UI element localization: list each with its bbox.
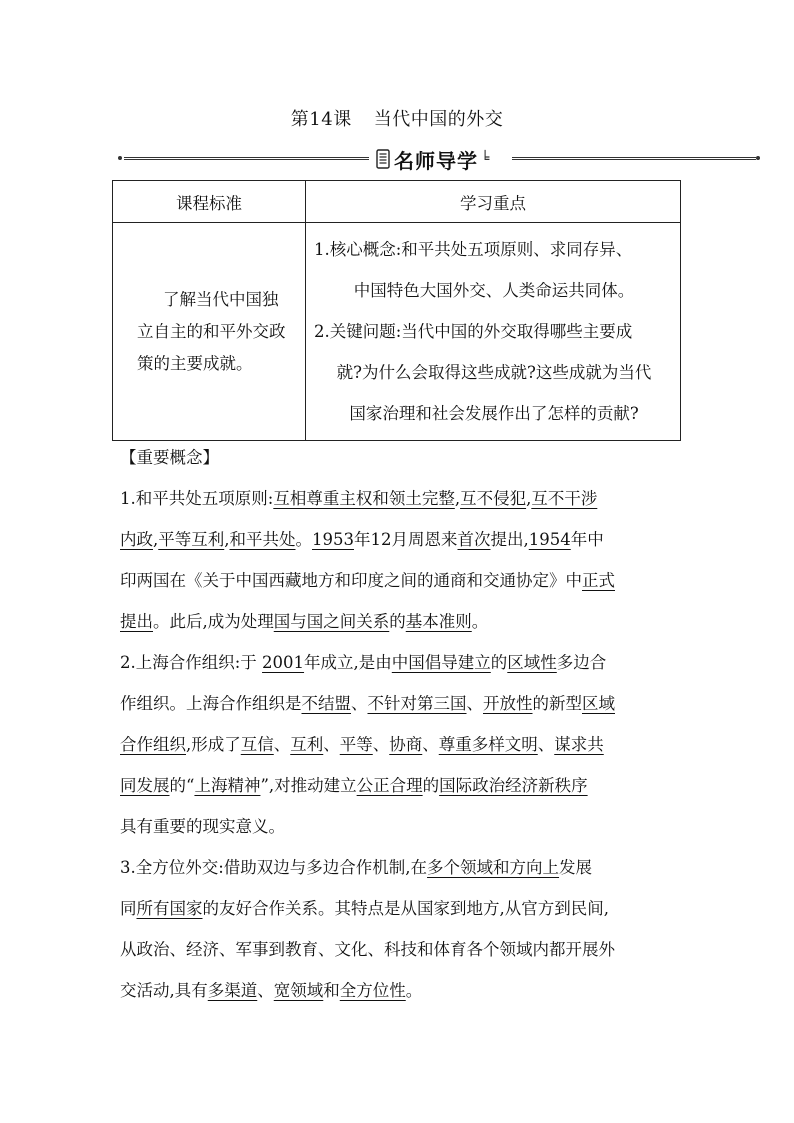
text-segment: 的 bbox=[490, 653, 508, 672]
header-focus: 学习重点 bbox=[306, 181, 681, 223]
text-segment: 作组织。上海合作组织是 bbox=[120, 694, 302, 713]
text-segment: 年成立,是由 bbox=[304, 653, 392, 672]
text-segment: 公正合理 bbox=[356, 776, 423, 795]
text-segment: 、 bbox=[537, 735, 555, 754]
text-segment: 的友好合作关系。其特点是从国家到地方,从官方到民间, bbox=[202, 899, 609, 918]
text-segment: 、 bbox=[257, 981, 274, 1000]
text-segment: 1953 bbox=[312, 530, 354, 549]
text-segment: 尊重多样文明 bbox=[438, 735, 538, 754]
text-segment: 交活动,具有 bbox=[120, 981, 208, 1000]
text-segment: 和平共处 bbox=[229, 530, 296, 549]
text-segment: 、 bbox=[422, 735, 439, 754]
text-segment: 互信 bbox=[240, 735, 274, 754]
concepts-section bbox=[120, 437, 676, 1011]
text-segment: 。 bbox=[295, 530, 312, 549]
concepts-heading: 【重要概念】 bbox=[120, 448, 219, 467]
text-line bbox=[120, 560, 676, 601]
text-segment: 多边合 bbox=[556, 653, 607, 672]
concept-paragraph-3 bbox=[120, 847, 676, 1011]
book-icon bbox=[376, 149, 390, 169]
text-line bbox=[120, 519, 676, 560]
text-segment: 不针对第三国 bbox=[367, 694, 467, 713]
text-segment: 互利 bbox=[290, 735, 324, 754]
text-line bbox=[120, 642, 676, 683]
text-segment: 1954 bbox=[528, 530, 571, 549]
text-segment: 中国倡导建立 bbox=[391, 653, 491, 672]
banner-rule-right bbox=[512, 157, 756, 160]
text-segment: 同 bbox=[120, 899, 137, 918]
text-segment: 全方位性 bbox=[339, 981, 406, 1000]
text-segment: 区域性 bbox=[507, 653, 557, 672]
text-line bbox=[120, 724, 676, 765]
table-body-row bbox=[113, 223, 681, 441]
text-segment: 和 bbox=[323, 981, 340, 1000]
text-segment: , bbox=[153, 530, 159, 549]
text-segment: 、 bbox=[323, 735, 340, 754]
concept-paragraph-1 bbox=[120, 478, 676, 642]
text-segment: 平等 bbox=[339, 735, 373, 754]
text-segment: 的 bbox=[422, 776, 440, 795]
text-segment: 所有国家 bbox=[136, 899, 203, 918]
text-segment: 的“ bbox=[169, 776, 195, 795]
text-segment: 内政 bbox=[120, 530, 153, 549]
section-banner bbox=[118, 146, 760, 172]
lesson-number: 第14课 bbox=[290, 109, 352, 130]
text-segment: 1.和平共处五项原则: bbox=[120, 489, 274, 508]
text-segment: 正式 bbox=[582, 571, 615, 590]
banner-rule-left bbox=[124, 157, 369, 160]
standard-line: 了解当代中国独 bbox=[163, 289, 279, 309]
focus-line: 中国特色大国外交、人类命运共同体。 bbox=[353, 281, 635, 300]
text-segment: 的 bbox=[389, 612, 406, 631]
text-segment: 的新型 bbox=[532, 694, 582, 713]
standard-line: 立自主的和平外交政 bbox=[137, 321, 286, 341]
focus-cell bbox=[306, 223, 681, 441]
focus-line: 国家治理和社会发展作出了怎样的贡献? bbox=[349, 404, 639, 423]
text-segment: 、 bbox=[372, 735, 390, 754]
text-segment: 同发展 bbox=[120, 776, 170, 795]
lesson-title bbox=[0, 105, 794, 131]
text-segment: 、 bbox=[466, 694, 483, 713]
text-segment: 。 bbox=[405, 981, 423, 1000]
concept-paragraph-2 bbox=[120, 642, 676, 847]
text-segment: ”,对推动建立 bbox=[260, 776, 357, 795]
text-segment: ,形成了 bbox=[186, 735, 241, 754]
text-segment: 、 bbox=[273, 735, 291, 754]
text-segment: 谋求共 bbox=[554, 735, 604, 754]
focus-line: 就?为什么会取得这些成就?这些成就为当代 bbox=[336, 363, 652, 382]
text-line bbox=[120, 888, 676, 929]
text-line bbox=[120, 478, 676, 519]
text-segment: 互不干涉 bbox=[531, 489, 598, 508]
curriculum-table bbox=[112, 180, 681, 441]
text-segment: , bbox=[526, 489, 532, 508]
standard-line: 策的主要成就。 bbox=[137, 353, 253, 373]
text-segment: 多渠道 bbox=[207, 981, 258, 1000]
focus-line: 1.核心概念:和平共处五项原则、求同存异、 bbox=[314, 240, 633, 259]
text-segment: , bbox=[224, 530, 230, 549]
text-line: 从政治、经济、军事到教育、文化、科技和体育各个领域内都开展外 bbox=[120, 940, 615, 959]
text-segment: , bbox=[454, 489, 461, 508]
lesson-name: 当代中国的外交 bbox=[373, 109, 504, 130]
banner-dot-right bbox=[756, 156, 760, 160]
text-segment: 多个领域和方向上 bbox=[427, 858, 560, 877]
text-segment: 互相尊重主权和领土完整 bbox=[273, 489, 455, 508]
banner-label bbox=[376, 146, 508, 172]
text-line bbox=[120, 601, 676, 642]
text-segment: 互不侵犯 bbox=[460, 489, 527, 508]
text-line bbox=[120, 683, 676, 724]
text-segment: 基本准则 bbox=[405, 612, 472, 631]
text-segment: 2.上海合作组织:于 bbox=[120, 653, 263, 672]
header-standard: 课程标准 bbox=[113, 181, 306, 223]
text-segment: 。此后,成为处理 bbox=[153, 612, 274, 631]
standard-cell bbox=[113, 223, 306, 441]
text-line bbox=[120, 765, 676, 806]
focus-line: 2.关键问题:当代中国的外交取得哪些主要成 bbox=[314, 322, 633, 341]
text-segment: 不结盟 bbox=[301, 694, 351, 713]
text-segment: 宽领域 bbox=[273, 981, 324, 1000]
text-segment: 国与国之间关系 bbox=[273, 612, 390, 631]
text-segment: 3.全方位外交:借助双边与多边合作机制,在 bbox=[120, 858, 428, 877]
banner-tick-icon: ╘ bbox=[481, 151, 490, 167]
text-segment: 、 bbox=[351, 694, 368, 713]
text-segment: 。 bbox=[471, 612, 489, 631]
text-segment: 2001 bbox=[262, 653, 305, 672]
text-segment: 发展 bbox=[559, 858, 593, 877]
text-segment: 平等互利 bbox=[158, 530, 225, 549]
text-segment: 提出, bbox=[490, 530, 529, 549]
text-segment: 上海精神 bbox=[194, 776, 261, 795]
text-segment: 首次 bbox=[457, 530, 491, 549]
text-segment: 国际政治经济新秩序 bbox=[439, 776, 588, 795]
banner-dot-left bbox=[118, 156, 122, 160]
text-segment: 印两国在《关于中国西藏地方和印度之间的通商和交通协定》中 bbox=[120, 571, 582, 590]
table-header-row bbox=[113, 181, 681, 223]
text-segment: 合作组织 bbox=[120, 735, 186, 754]
text-segment: 区域 bbox=[582, 694, 615, 713]
text-segment: 年中 bbox=[570, 530, 604, 549]
text-segment: 年12月周恩来 bbox=[354, 530, 458, 549]
text-segment: 协商 bbox=[389, 735, 423, 754]
text-line bbox=[120, 970, 676, 1011]
text-line: 具有重要的现实意义。 bbox=[120, 817, 285, 836]
banner-text: 名师导学 bbox=[394, 148, 478, 173]
text-line bbox=[120, 847, 676, 888]
text-segment: 开放性 bbox=[483, 694, 533, 713]
text-segment: 提出 bbox=[120, 612, 153, 631]
